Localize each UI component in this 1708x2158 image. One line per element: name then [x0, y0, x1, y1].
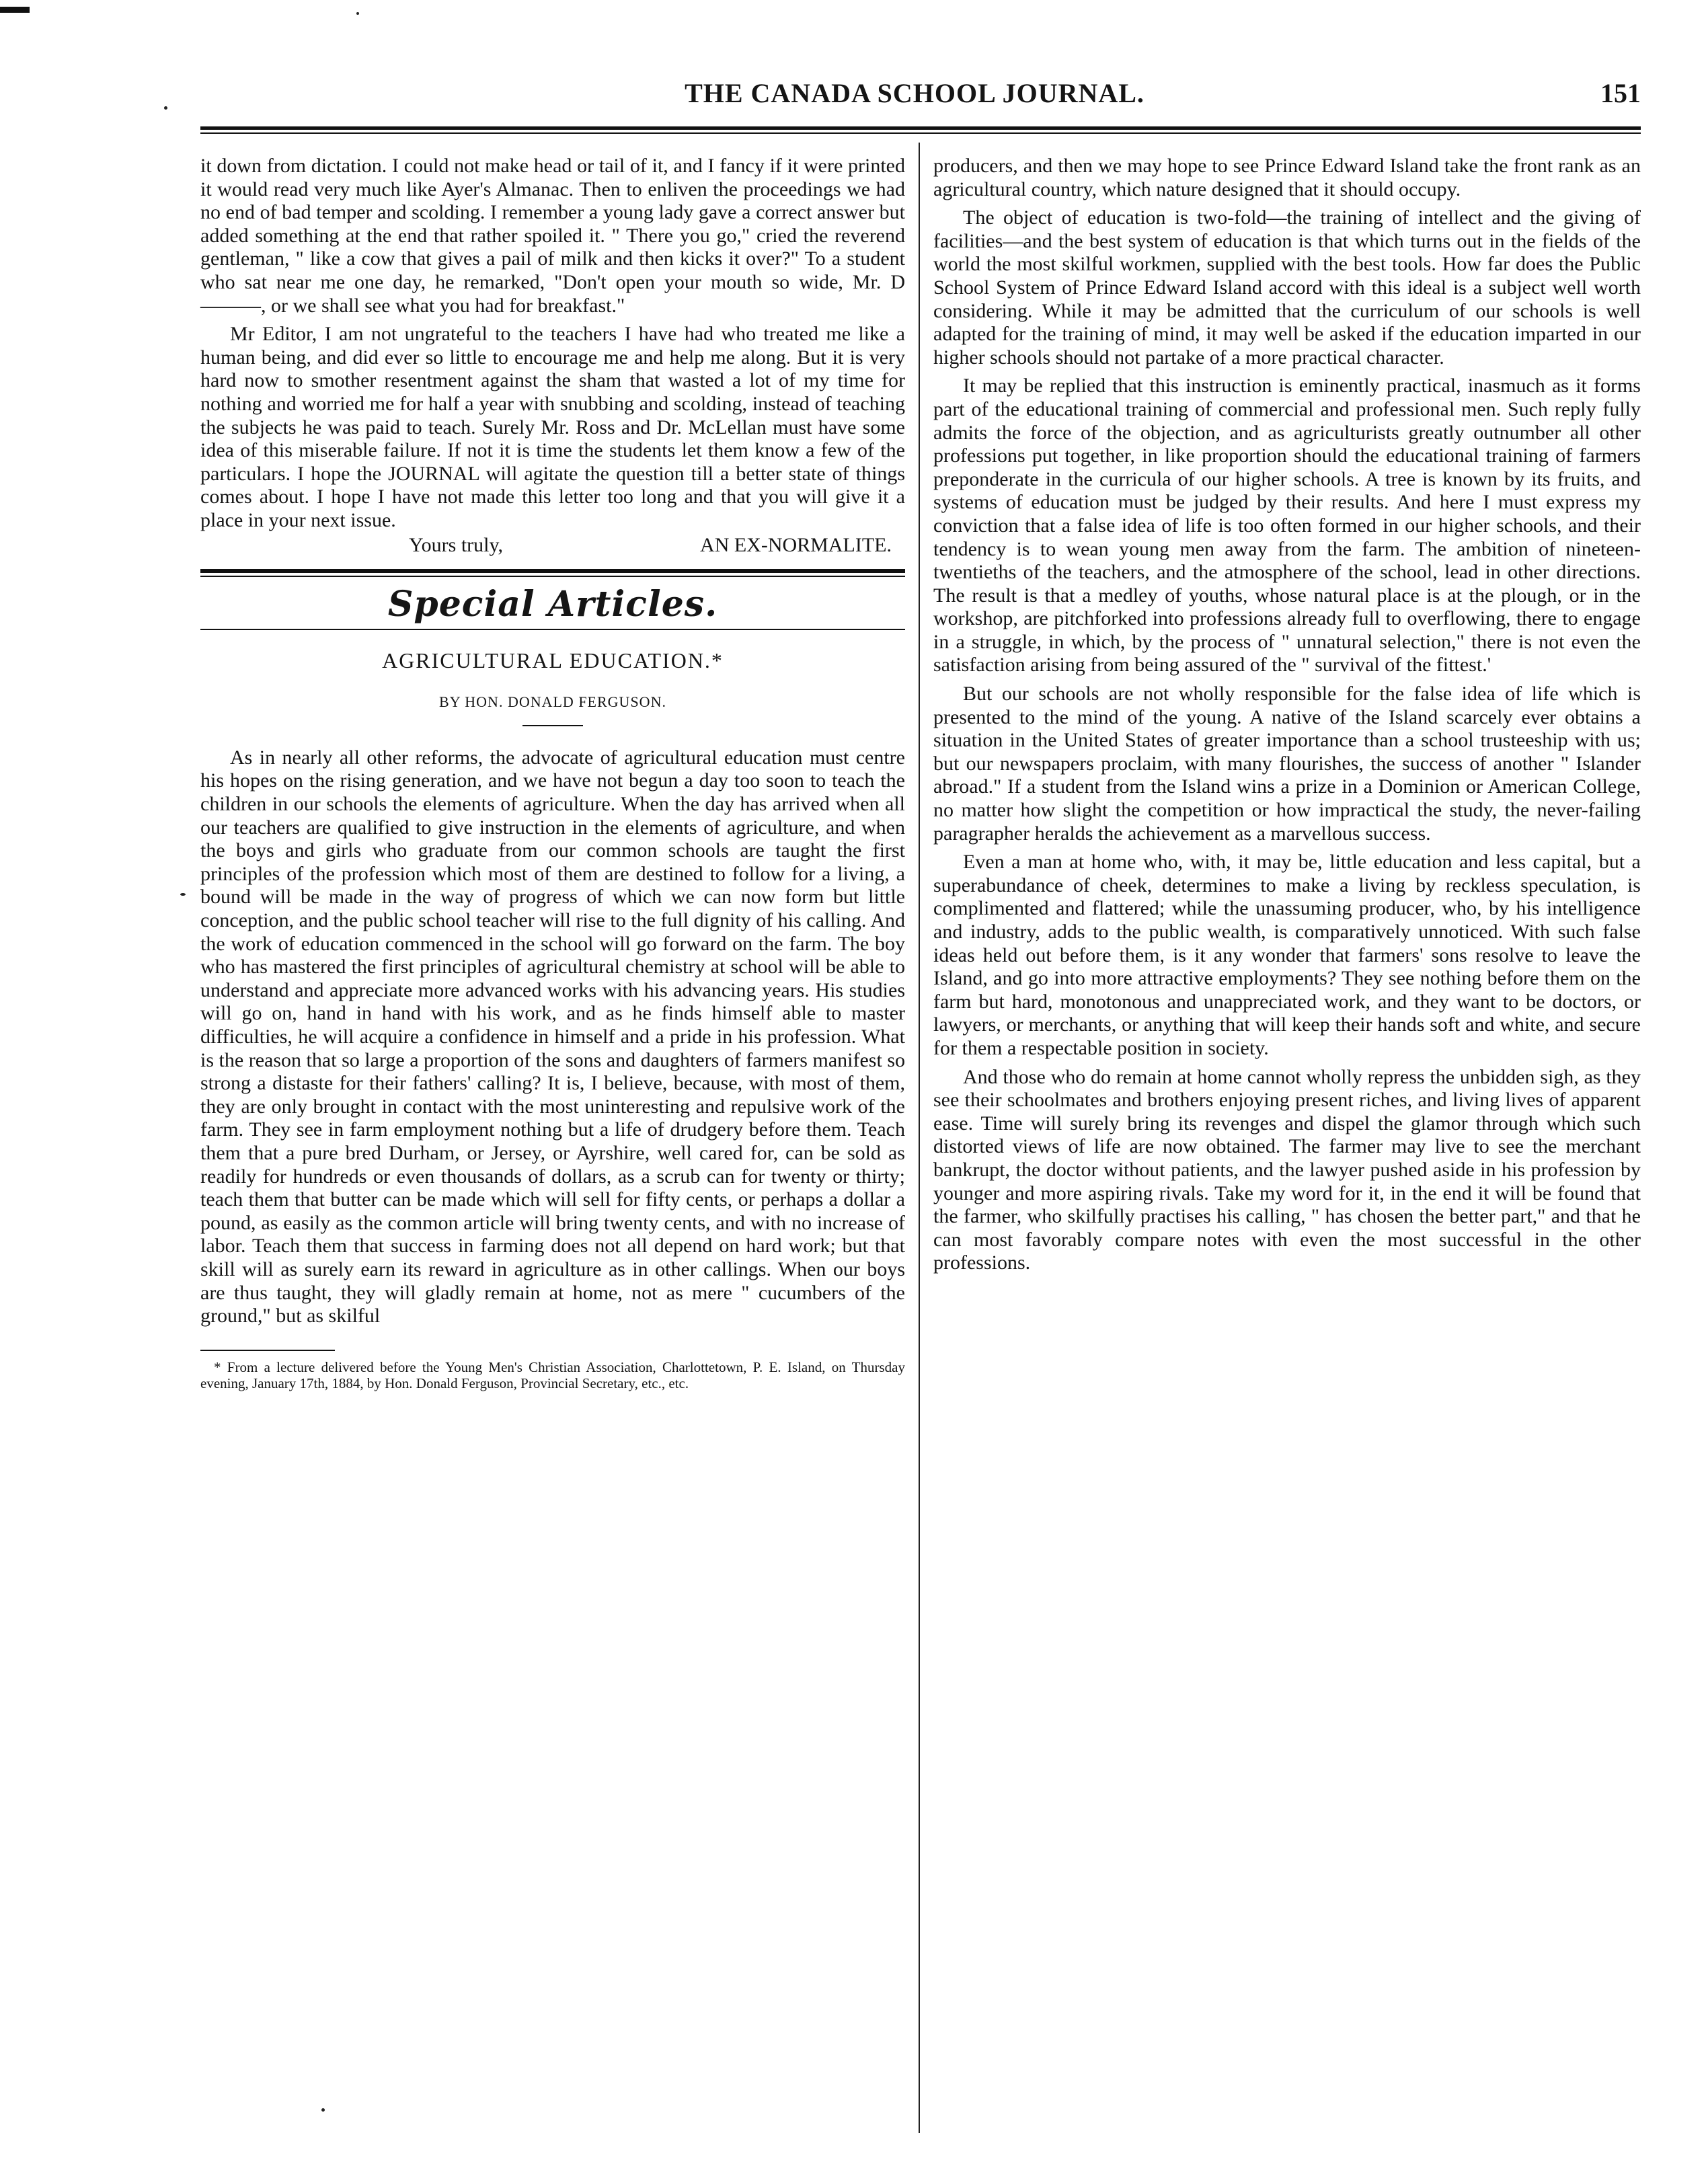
article-byline: BY HON. DONALD FERGUSON.	[439, 693, 666, 711]
letter-paragraph: Mr Editor, I am not ungrateful to the teachers I have had who treated me like a human being, and did ever so little to encourage me and help me along. But it is very hard now to smother resentment against the sham that wasted a lot of my time for nothing and worried me for half a year with snubbing and scolding, instead of teaching the subjects he was paid to teach. Surely Mr. Ross and Dr. McLellan must have some idea of this miserable failure. If not it is time the students let them know a few of the particulars. I hope the JOURNAL will agitate the question till a better state of things comes about. I hope I have not made this letter too long and that you will give it a place in your next issue.	[200, 323, 905, 531]
scan-speck	[180, 893, 186, 896]
right-column	[933, 155, 1641, 1275]
footnote-rule	[200, 1350, 335, 1351]
article-paragraph: The object of education is two-fold—the training of intellect and the giving of facilities—and the best system of education is that which turns out in the fields of the world the most skilful workmen, supplied with the best tools. How far does the Public School System of Prince Edward Island accord with this ideal is a subject well worth considering. While it may be admitted that the curriculum of our schools is well adapted for the training of mind, it may well be asked if the education imparted in our higher schools should not partake of a more practical character.	[933, 206, 1641, 369]
footnote: * From a lecture delivered before the Young Men's Christian Association, Charlottetown, P. E. Island, on Thursday evening, January 17th, 1884, by Hon. Donald Ferguson, Provincial Secretary, etc., etc.	[200, 1358, 905, 1391]
signoff-closing: Yours truly,	[409, 533, 504, 556]
signoff-signature: AN EX-NORMALITE.	[700, 533, 892, 556]
letter-paragraph: it down from dictation. I could not make head or tail of it, and I fancy if it were printed it would read very much like Ayer's Almanac. Then to enliven the proceedings we had no end of bad temper and scolding. I remember a young lady gave a correct answer but added something at the end that rather spoiled it. " There you go," cried the reverend gentleman, " like a cow that gives a pail of milk and then kicks it over?" To a student who sat near me one day, he remarked, "Don't open your mouth so wide, Mr. D———, or we shall see what you had for breakfast."	[200, 155, 905, 317]
header-rule-thin	[200, 132, 1641, 134]
section-rule-thin	[200, 576, 905, 577]
left-column	[200, 155, 905, 1391]
page-number: 151	[1600, 78, 1641, 108]
header-rule-thick	[200, 126, 1641, 130]
article-title: AGRICULTURAL EDUCATION.*	[382, 648, 724, 672]
article-paragraph: It may be replied that this instruction is eminently practical, inasmuch as it forms part of the educational training of commercial and professional men. Such reply fully admits the force of the objection, and as agriculturists greatly outnumber all other professions put together, in like proportion should the educational training of farmers preponderate in the curricula of our higher schools. A tree is known by its fruits, and systems of education must be judged by their results. And here I must express my conviction that a false idea of life is too often formed in our higher schools, and their tendency is to wean young men away from the farm. The ambition of nineteen-twentieths of the teachers, and the atmosphere of the school, lead in other directions. The result is that a medley of youths, whose natural place is at the plough, or in the workshop, are pitchforked into professions already full to overflowing, there to engage in a struggle, in which, by the process of " unnatural selection," there is not even the satisfaction arising from being assured of the " survival of the fittest.'	[933, 375, 1641, 677]
journal-title: THE CANADA SCHOOL JOURNAL.	[685, 78, 1144, 108]
scan-speck	[164, 106, 167, 110]
corner-mark	[0, 7, 30, 13]
article-paragraph: As in nearly all other reforms, the advocate of agricultural education must centre his hopes on the rising generation, and we have not begun a day too soon to teach the children in our schools the elements of agriculture. When the day has arrived when all our teachers are qualified to give instruction in the elements of agriculture, and when the boys and girls who graduate from our common schools are taught the first principles of the profession which most of them are destined to follow for a living, a bound will be made in the way of progress of which we can now form but little conception, and the public school teacher will rise to the full dignity of his calling. And the work of education commenced in the school will go forward on the farm. The boy who has mastered the first principles of agricultural chemistry at school will be able to understand and appreciate more advanced works with his advancing years. His studies will go on, hand in hand with his work, and as he finds himself able to master difficulties, he will acquire a confidence in himself and a pride in his profession. What is the reason that so large a proportion of the sons and daughters of farmers manifest so strong a distaste for their fathers' calling? It is, I believe, because, with most of them, they are only brought in contact with the most uninteresting and repulsive work of the farm. They see in farm employment nothing but a life of drudgery before them. Teach them that a pure bred Durham, or Jersey, or Ayrshire, well cared for, can be sold as readily for hundreds or even thousands of dollars, as a scrub can for twenty or thirty; teach them that butter can be made which will sell for fifty cents, or perhaps a dollar a pound, as easily as the common article will bring twenty cents, and with no increase of labor. Teach them that success in farming does not all depend on hard work; but that skill will as surely earn its reward in agriculture as in other callings. When our boys are thus taught, they will gladly remain at home, not as mere " cucumbers of the ground," but as skilful	[200, 746, 905, 1327]
article-paragraph: And those who do remain at home cannot wholly repress the unbidden sigh, as they see their schoolmates and brothers enjoying present riches, and living lives of apparent ease. Time will surely bring its revenges and dispel the glamor through which such distorted views of life are now obtained. The farmer may live to see the merchant bankrupt, the doctor without patients, and the lawyer pushed aside in his profession by younger and more aspiring rivals. Take my word for it, in the end it will be found that the farmer, who skilfully practises his calling, " has chosen the better part," and that he can most favorably compare notes with even the most successful in the other professions.	[933, 1065, 1641, 1274]
section-rule-thick	[200, 569, 905, 573]
page-header	[188, 77, 1641, 118]
article-paragraph: Even a man at home who, with, it may be, little education and less capital, but a superabundance of cheek, determines to make a living by reckless speculation, is complimented and flattered; while the unassuming producer, who, by his intelligence and industry, adds to the public wealth, is comparatively unnoticed. With such false ideas held out before them, is it any wonder that farmers' sons resolve to leave the Island, and go into more attractive employments? They see nothing before them on the farm but hard, monotonous and unappreciated work, and they want to be doctors, or lawyers, or merchants, or anything that will keep their hands soft and white, and secure for them a respectable position in society.	[933, 851, 1641, 1059]
scan-speck	[321, 2108, 325, 2112]
scan-speck	[356, 12, 359, 15]
article-paragraph: producers, and then we may hope to see Prince Edward Island take the front rank as an agricultural country, which nature designed that it should occupy.	[933, 155, 1641, 200]
byline-rule	[522, 725, 583, 726]
article-paragraph: But our schools are not wholly responsible for the false idea of life which is presented to the mind of the young. A native of the Island scarcely ever obtains a situation in the United States of greater importance than a school trusteeship with us; but our newspapers proclaim, with many flourishes, the success of another " Islander abroad." If a student from the Island wins a prize in a Dominion or American College, no matter how slight the competition or how impractical the study, the never-failing paragrapher heralds the achievement as a marvellous success.	[933, 683, 1641, 845]
column-divider	[919, 143, 920, 2133]
letter-signoff	[200, 534, 905, 557]
section-rule-under	[200, 629, 905, 630]
section-title: Special Articles.	[387, 584, 718, 625]
